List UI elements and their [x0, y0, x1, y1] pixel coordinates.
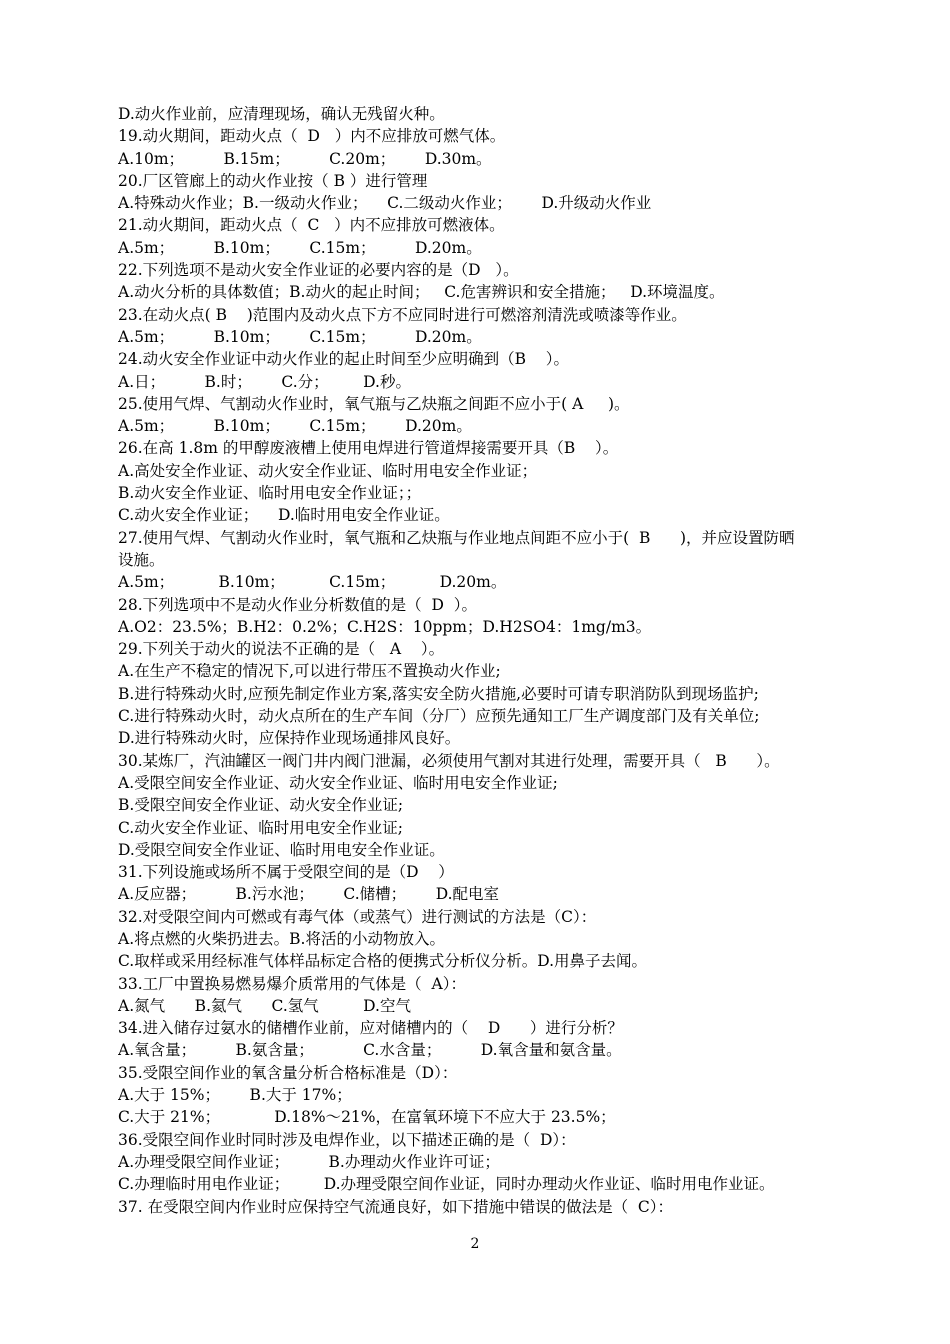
text-line: A.氮气 B.氦气 C.氢气 D.空气: [118, 996, 411, 1015]
text-line: D.进行特殊动火时，应保持作业现场通排风良好。: [118, 729, 461, 748]
text-line: 25.使用气焊、气割动火作业时，氧气瓶与乙炔瓶之间距不应小于( A )。: [118, 394, 630, 413]
text-line: C.动火安全作业证、临时用电安全作业证;: [118, 818, 403, 837]
text-line: 26.在高 1.8m 的甲醇废液槽上使用电焊进行管道焊接需要开具（B ）。: [118, 439, 619, 458]
text-line: A.10m； B.15m； C.20m； D.30m。: [118, 149, 492, 168]
page-number: 2: [470, 1236, 480, 1252]
text-line: 28.下列选项中不是动火作业分析数值的是（ D ）。: [118, 595, 478, 614]
text-line: 35.受限空间作业的氧含量分析合格标准是（D）：: [118, 1063, 458, 1082]
text-line: 37. 在受限空间内作业时应保持空气流通良好，如下措施中错误的做法是（ C）：: [118, 1197, 674, 1216]
text-line: B.受限空间安全作业证、动火安全作业证;: [118, 796, 404, 815]
text-line: 20.厂区管廊上的动火作业按（ B ）进行管理: [118, 171, 428, 190]
text-line: A.在生产不稳定的情况下,可以进行带压不置换动火作业;: [118, 662, 501, 681]
text-line: 21.动火期间，距动火点（ C ）内不应排放可燃液体。: [118, 216, 505, 235]
text-line: 36.受限空间作业时同时涉及电焊作业，以下描述正确的是（ D）：: [118, 1130, 576, 1149]
text-line: 29.下列关于动火的说法不正确的是（ A ）。: [118, 640, 445, 659]
text-line: C.取样或采用经标准气体样品标定合格的便携式分析仪分析。D.用鼻子去闻。: [118, 952, 648, 971]
text-line: A.特殊动火作业；B.一级动火作业； C.二级动火作业； D.升级动火作业: [118, 194, 652, 213]
text-line: A.反应器； B.污水池； C.储槽； D.配电室: [118, 885, 500, 904]
text-line: 31.下列设施或场所不属于受限空间的是（D ）: [118, 863, 454, 882]
text-line: C.动火安全作业证； D.临时用电安全作业证。: [118, 506, 450, 525]
text-line: 22.下列选项不是动火安全作业证的必要内容的是（D ）。: [118, 261, 519, 280]
text-line: 34.进入储存过氨水的储槽作业前，应对储槽内的（ D ）进行分析？: [118, 1019, 623, 1038]
text-line: 33.工厂中置换易燃易爆介质常用的气体是（ A）：: [118, 974, 466, 993]
text-line: 设施。: [118, 550, 165, 569]
text-line: 19.动火期间，距动火点（ D ）内不应排放可燃气体。: [118, 127, 506, 146]
text-line: A.受限空间安全作业证、动火安全作业证、临时用电安全作业证;: [118, 773, 558, 792]
text-line: C.大于 21%； D.18%～21%，在富氧环境下不应大于 23.5%；: [118, 1108, 616, 1127]
text-line: B.进行特殊动火时,应预先制定作业方案,落实安全防火措施,必要时可请专职消防队到现场监护;: [118, 684, 759, 703]
text-line: A.5m； B.10m； C.15m； D.20m。: [118, 327, 482, 346]
text-line: A.5m； B.10m； C.15m； D.20m。: [118, 573, 507, 592]
text-line: 27.使用气焊、气割动火作业时，氧气瓶和乙炔瓶与作业地点间距不应小于( B )，并应设置防晒: [118, 528, 795, 547]
text-line: A.5m； B.10m； C.15m； D.20m。: [118, 417, 472, 436]
text-line: C.进行特殊动火时，动火点所在的生产车间（分厂）应预先通知工厂生产调度部门及有关单位;: [118, 707, 760, 726]
text-line: A.5m； B.10m； C.15m； D.20m。: [118, 238, 482, 257]
text-line: A.办理受限空间作业证； B.办理动火作业许可证；: [118, 1152, 500, 1171]
text-line: 24.动火安全作业证中动火作业的起止时间至少应明确到（B ）。: [118, 350, 570, 369]
text-line: A.高处安全作业证、动火安全作业证、临时用电安全作业证；: [118, 461, 538, 480]
text-line: A.O2：23.5%；B.H2：0.2%；C.H2S：10ppm；D.H2SO4：1mg/m3。: [118, 617, 652, 636]
text-line: D.受限空间安全作业证、临时用电安全作业证。: [118, 840, 445, 859]
text-line: 30.某炼厂，汽油罐区一阀门井内阀门泄漏，必须使用气割对其进行处理，需要开具（ B ）。: [118, 751, 780, 770]
text-line: B.动火安全作业证、临时用电安全作业证；；: [118, 484, 422, 503]
text-line: A.大于 15%； B.大于 17%；: [118, 1086, 352, 1105]
text-line: A.氧含量； B.氨含量； C.水含量； D.氧含量和氨含量。: [118, 1041, 622, 1060]
question-list: [118, 103, 838, 1218]
text-line: A.日； B.时； C.分； D.秒。: [118, 372, 411, 391]
text-line: A.动火分析的具体数值；B.动火的起止时间； C.危害辨识和安全措施； D.环境温度。: [118, 283, 725, 302]
text-line: D.动火作业前，应清理现场，确认无残留火种。: [118, 105, 445, 123]
text-line: 32.对受限空间内可燃或有毒气体（或蒸气）进行测试的方法是（C）：: [118, 907, 597, 926]
text-line: 23.在动火点( B )范围内及动火点下方不应同时进行可燃溶剂清洗或喷漆等作业。: [118, 305, 687, 324]
text-line: C.办理临时用电作业证； D.办理受限空间作业证，同时办理动火作业证、临时用电作业证。: [118, 1175, 775, 1194]
text-line: A.将点燃的火柴扔进去。B.将活的小动物放入。: [118, 929, 445, 948]
